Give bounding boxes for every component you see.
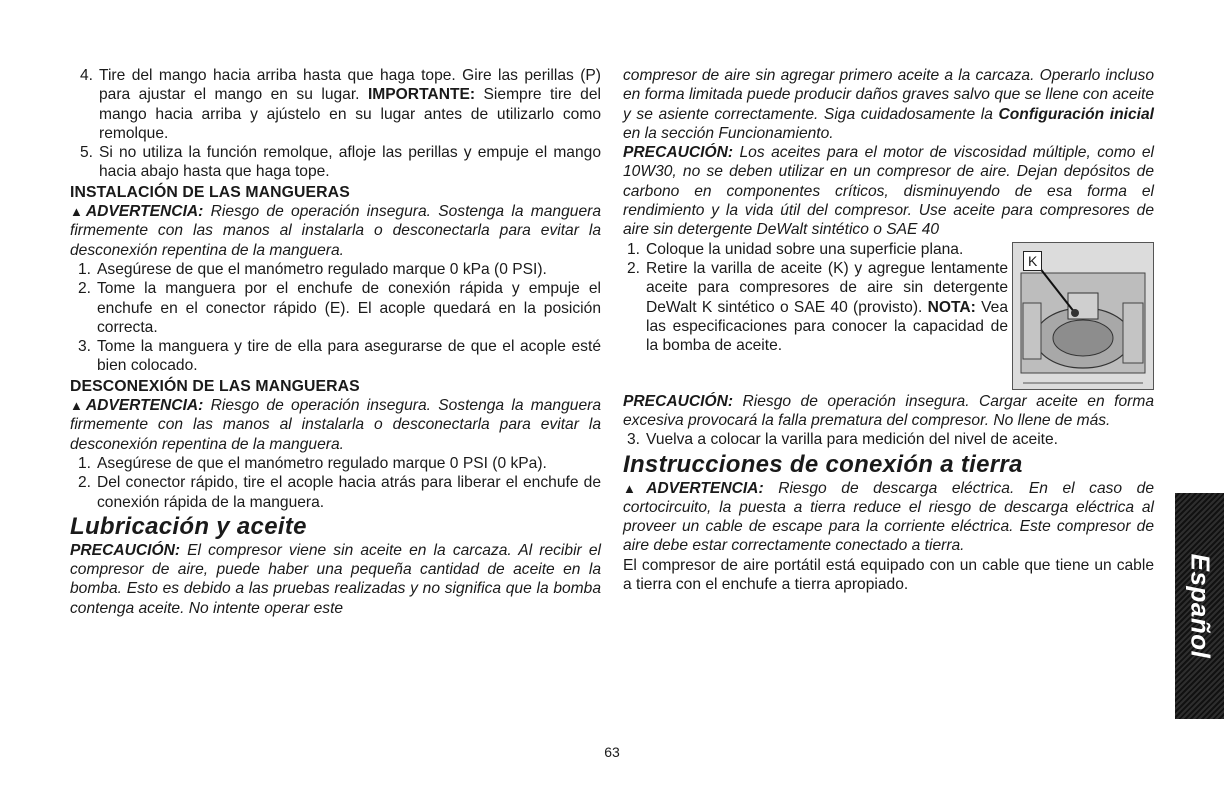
step-text: Asegúrese de que el manómetro regulado marque 0 kPa (0 PSI). [97,260,547,278]
step-number: 2. [78,474,92,492]
step-text: Del conector rápido, tire el acople hacia atrás para liberar el enchufe de conexión rápida de la manguera. [97,474,601,511]
section-heading-hose-disconnect: DESCONEXIÓN DE LAS MANGUERAS [70,377,360,395]
step-text: Coloque la unidad sobre una superficie plana. [646,240,964,258]
step-number: 4. [80,67,94,84]
step-number: 5. [80,144,94,162]
section-heading-lubrication: Lubricación y aceite [70,512,307,540]
step-text: Retire la varilla de aceite (K) y agregue lentamente aceite para compresores de aire sin detergente DeWalt K sintético o SAE 40 (provisto). NOTA: Vea las especificaciones para conocer la capacidad de la bomba de aceite. [646,259,1009,355]
language-tab [1175,493,1224,719]
page-number: 63 [604,744,620,760]
warning-icon: ▲ [623,480,647,496]
step-number: 1. [627,240,641,258]
continued-paragraph: compresor de aire sin agregar primero aceite a la carcaza. Operarlo incluso en forma limitada puede producir daños graves salvo que se llene con aceite y se asiente correctamente. Siga cuidadosamente la Configuración inicial en la sección Funcionamiento. [623,67,1154,142]
step-text: Vuelva a colocar la varilla para medición del nivel de aceite. [646,431,1059,449]
step-text: Tome la manguera y tire de ella para asegurarse de que el acople esté bien colocado. [97,338,601,375]
step-number: 3. [627,431,641,449]
warning-icon: ▲ [70,204,86,220]
list-item [78,279,601,337]
step-number: 1. [78,454,92,472]
step-number: 3. [78,338,92,356]
list-item [627,430,1154,449]
figure-label-k: K [1023,251,1042,271]
hose-install-steps-list [70,260,601,376]
warning-paragraph: ▲ADVERTENCIA: Riesgo de descarga eléctrica. En el caso de cortocircuito, la puesta a tierra reduce el riesgo de descarga eléctrica al proveer un cable de escape para la corriente eléctrica. Este compresor de aire debe estar correctamente conectado a tierra. [623,479,1154,555]
list-item [78,454,601,473]
step-text: Tome la manguera por el enchufe de conexión rápida y empuje el enchufe en el conector rápido (E). El acople quedará en la posición correcta. [97,280,601,336]
step-text: Tire del mango hacia arriba hasta que haga tope. Gire las perillas (P) para ajustar el mango en su lugar. IMPORTANTE: Siempre tire del mango hacia arriba y ajústelo en su lugar antes de utilizarlo como remolque. [99,67,601,142]
caution-paragraph: PRECAUCIÓN: El compresor viene sin aceite en la carcaza. Al recibir el compresor de aire, puede haber una pequeña cantidad de aceite en la bomba. Esto es debido a las pruebas realizadas y no significa que la bomba contenga aceite. No intente operar este [70,541,601,617]
step-text: Asegúrese de que el manómetro regulado marque 0 PSI (0 kPa). [97,454,547,472]
oil-dipstick-figure [1012,242,1154,390]
dipstick-step-list [623,430,1154,449]
step-number: 2. [627,259,641,277]
list-item [78,260,601,279]
step-number: 1. [78,260,92,278]
grounding-paragraph: El compresor de aire portátil está equipado con un cable que tiene un cable a tierra con el enchufe a tierra apropiado. [623,556,1154,594]
step-text: Si no utiliza la función remolque, afloje las perillas y empuje el mango hacia abajo hasta que haga tope. [99,144,601,181]
list-item [627,240,1008,259]
caution-paragraph: PRECAUCIÓN: Riesgo de operación insegura. Cargar aceite en forma excesiva provocará la falla prematura del compresor. No llene de más. [623,392,1154,429]
list-item [78,473,601,512]
step-number: 2. [78,280,92,298]
list-item [627,259,1008,355]
warning-paragraph: ▲ADVERTENCIA: Riesgo de operación insegura. Sostenga la manguera firmemente con las manos al instalarla o desconectarla para evitar la desconexión repentina de la manguera. [70,397,601,453]
hose-disconnect-steps-list [70,454,601,512]
list-item [80,143,601,182]
handle-steps-list [70,66,601,182]
caution-paragraph: PRECAUCIÓN: Los aceites para el motor de viscosidad múltiple, como el 10W30, no se deben utilizar en un compresor de aire. Dejan depósitos de carbono en componentes críticos, disminuyendo de esa forma el rendimiento y la vida útil del compresor. Use aceite para compresores de aire sin detergente DeWalt sintético o SAE 40 [623,144,1154,239]
oil-steps-with-figure [623,240,1154,392]
warning-paragraph: ▲ADVERTENCIA: Riesgo de operación insegura. Sostenga la manguera firmemente con las manos al instalarla o desconectarla para evitar la desconexión repentina de la manguera. [70,203,601,259]
section-heading-hose-install: INSTALACIÓN DE LAS MANGUERAS [70,183,350,201]
list-item [80,66,601,143]
list-item [78,337,601,376]
warning-icon: ▲ [70,398,86,414]
language-tab-label: Español [1185,553,1215,659]
right-column [623,66,1154,594]
section-heading-grounding: Instrucciones de conexión a tierra [623,450,1023,478]
left-column [70,66,601,618]
